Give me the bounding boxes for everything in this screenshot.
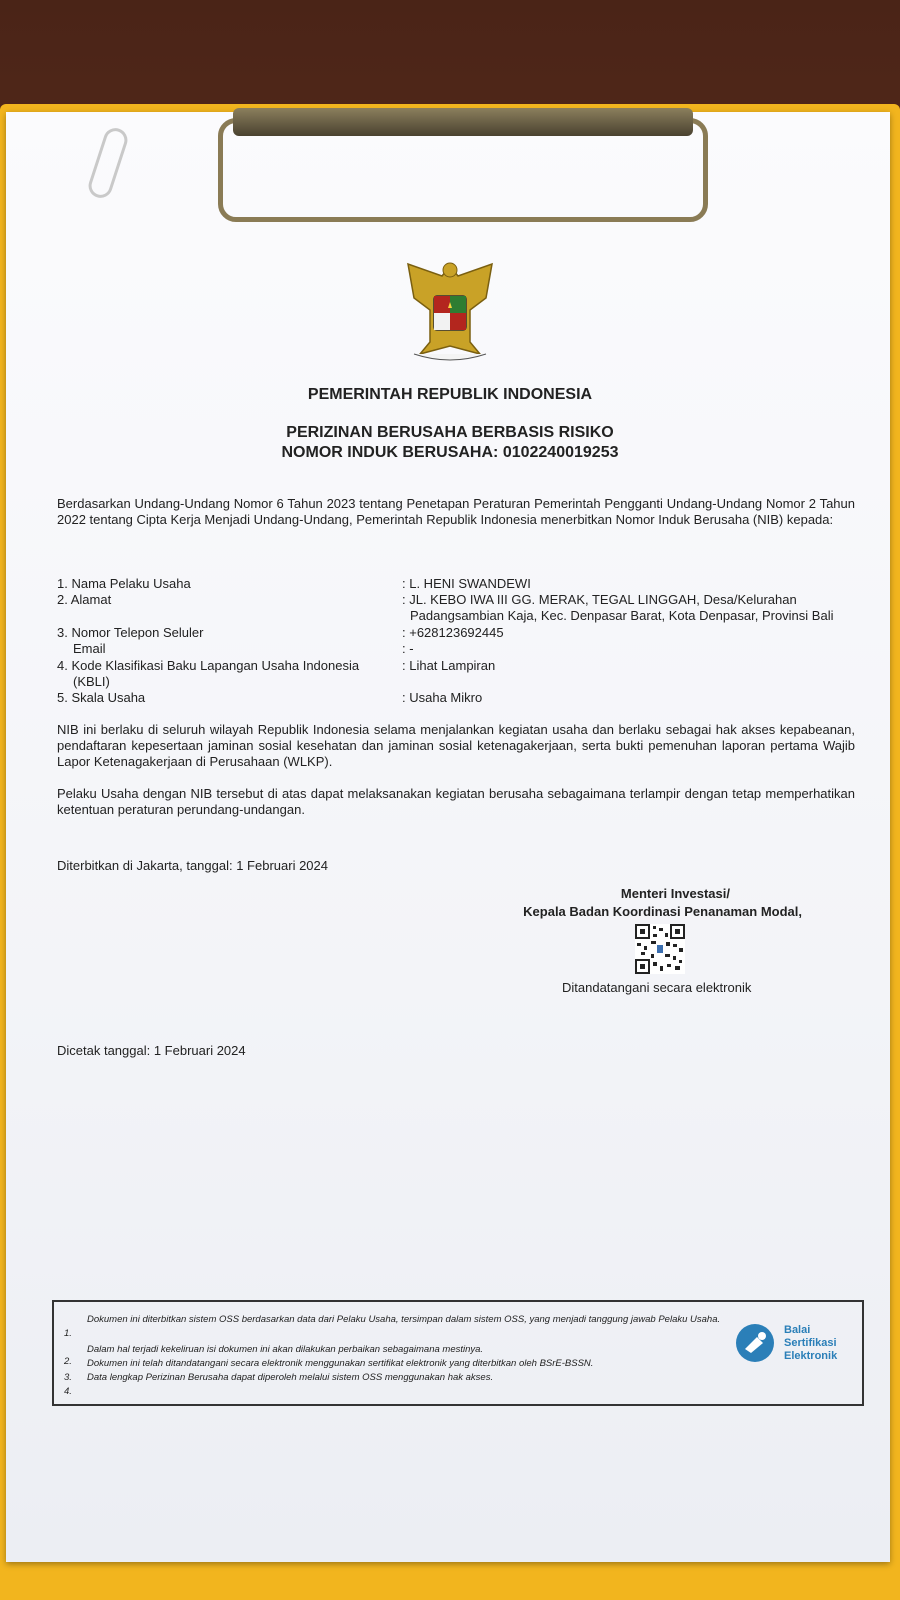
field-label-phone: 3. Nomor Telepon Seluler xyxy=(57,625,204,640)
document-title: PERIZINAN BERUSAHA BERBASIS RISIKO xyxy=(286,424,614,441)
note-text: Dokumen ini telah ditandatangani secara elektronik menggunakan sertifikat elektronik yang diterbitkan oleh BSrE-BSSN. xyxy=(87,1358,594,1369)
note-number: 4. xyxy=(64,1386,72,1397)
intro-paragraph: Berdasarkan Undang-Undang Nomor 6 Tahun 2023 tentang Penetapan Peraturan Pemerintah Pengganti Undang-Undang Nomor 2 Tahun 2022 tentang Cipta Kerja Menjadi Undang-Undang, Pemerintah Republik Indonesia menerbitkan Nomor Induk Berusaha (NIB) kepada: xyxy=(57,496,855,527)
field-label-email: Email xyxy=(73,641,106,656)
field-value-kbli: : Lihat Lampiran xyxy=(402,658,496,673)
field-value-address-cont: Padangsambian Kaja, Kec. Denpasar Barat, Kota Denpasar, Provinsi Bali xyxy=(410,608,834,623)
printed-date: Dicetak tanggal: 1 Februari 2024 xyxy=(57,1043,246,1058)
note-number: 1. xyxy=(64,1328,72,1339)
electronic-signature-note: Ditandatangani secara elektronik xyxy=(562,980,752,995)
government-heading: PEMERINTAH REPUBLIK INDONESIA xyxy=(307,386,593,403)
bsre-line: Balai xyxy=(784,1324,811,1336)
field-label-name: 1. Nama Pelaku Usaha xyxy=(57,576,191,591)
signatory-agency: Kepala Badan Koordinasi Penanaman Modal, xyxy=(523,904,802,919)
bsre-name xyxy=(784,1324,837,1363)
clipboard-clip-bar xyxy=(233,108,693,136)
activity-paragraph: Pelaku Usaha dengan NIB tersebut di atas dapat melaksanakan kegiatan berusaha sebagaimana terlampir dengan tetap memperhatikan ketentuan peraturan perundang-undangan. xyxy=(57,786,855,817)
bsre-line: Elektronik xyxy=(784,1350,838,1362)
field-value-address: : JL. KEBO IWA III GG. MERAK, TEGAL LINGGAH, Desa/Kelurahan xyxy=(402,592,797,607)
field-label-address: 2. Alamat xyxy=(57,592,112,607)
garuda-emblem xyxy=(400,258,500,366)
note-number: 2. xyxy=(64,1356,72,1367)
field-label-scale: 5. Skala Usaha xyxy=(57,690,146,705)
bsre-logo-icon xyxy=(735,1323,775,1363)
field-value-phone: : +628123692445 xyxy=(402,625,504,640)
validity-paragraph: NIB ini berlaku di seluruh wilayah Republik Indonesia selama menjalankan kegiatan usaha dan berlaku sebagai hak akses kepabeanan, pendaftaran kepesertaan jaminan sosial kesehatan dan jaminan sosial ketenagakerjaan, serta bukti pemenuhan laporan pertama Wajib Lapor Ketenagakerjaan di Perusahaan (WLKP). xyxy=(57,722,855,769)
signatory-title: Menteri Investasi/ xyxy=(620,886,730,901)
field-label-kbli-cont: (KBLI) xyxy=(73,674,110,689)
note-text: Dokumen ini diterbitkan sistem OSS berdasarkan data dari Pelaku Usaha, tersimpan dalam sistem OSS, yang menjadi tanggung jawab Pelaku Usaha. xyxy=(87,1314,721,1325)
field-value-name: : L. HENI SWANDEWI xyxy=(402,576,531,591)
bsre-line: Sertifikasi xyxy=(784,1337,837,1349)
note-text: Data lengkap Perizinan Berusaha dapat diperoleh melalui sistem OSS menggunakan hak akses. xyxy=(87,1372,494,1383)
note-number: 3. xyxy=(64,1372,72,1383)
field-label-kbli: 4. Kode Klasifikasi Baku Lapangan Usaha Indonesia xyxy=(57,658,360,673)
issued-date: Diterbitkan di Jakarta, tanggal: 1 Februari 2024 xyxy=(57,858,328,873)
field-value-email: : - xyxy=(402,641,414,656)
field-value-scale: : Usaha Mikro xyxy=(402,690,483,705)
nib-number: NOMOR INDUK BERUSAHA: 0102240019253 xyxy=(281,444,619,461)
qr-code-icon xyxy=(635,924,685,974)
note-text: Dalam hal terjadi kekeliruan isi dokumen ini akan dilakukan perbaikan sebagaimana mestinya. xyxy=(87,1344,484,1355)
